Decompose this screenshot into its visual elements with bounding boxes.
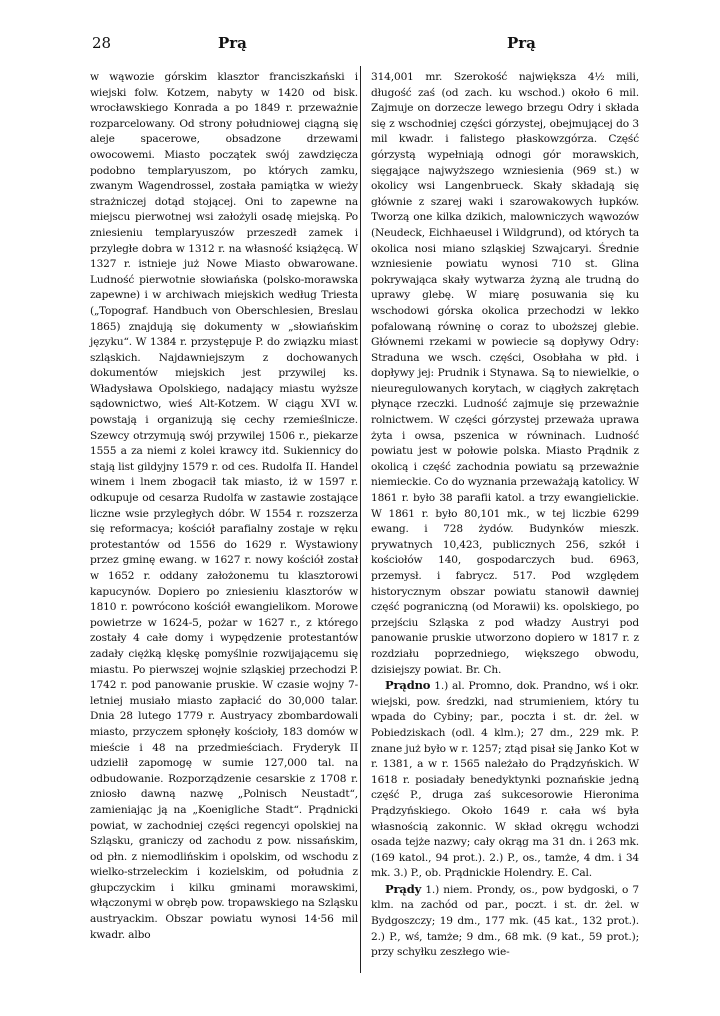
left-column-text: w wąwozie górskim klasztor franciszkański i wiejski folw. Kotzem, nabyty w 1420 od bisk. wrocławskiego Konrada a po 1849 r. przeważnie rozparcelowany. Od strony południowej ciągną się aleje spacerowe, obsadzone drzewami owocowemi. Miasto początek swój zawdzięcza podobno templaryuszom, po których zamku, zwanym Wagendrossel, została pamiątka w wieży strażniczej dotąd stojącej. Oni to zapewne na miejscu pierwotnej wsi założyli osadę miejską. Po zniesieniu templaryuszów przeszedł zamek i przyległe dobra w 1312 r. na własność książęcą. W 1327 r. istnieje już Nowe Miasto obwarowane. Ludność pierwotnie słowiańska (polsko-morawska zapewne) i w archiwach miejskich według Triesta („Topograf. Handbuch von Oberschlesien, Breslau 1865) znajdują się dokumenty w „słowiańskim języku“. W 1384 r. przystępuje P. do związku miast szląskich. Najdawniejszym z dochowanych dokumentów miejskich jest przywilej ks. Władysława Opolskiego, nadający miastu wyższe sądownictwo, wieś Alt-Kotzem. W ciągu XVI w. powstają i organizują się cechy rzemieślnicze. Szewcy otrzymują swój przywilej 1506 r., piekarze 1555 a za niemi z kolei krawcy itd. Sukiennicy do stają list gildyjny 1579 r. od ces. Rudolfa II. Handel winem i lnem zbogacił tak miasto, iż w 1597 r. odkupuje od cesarza Rudolfa w zastawie zostające liczne wsie przyległych dóbr. W 1554 r. rozszerza się reformacya; kościół parafialny zostaje w ręku protestantów od 1556 do 1629 r. Wystawiony przez gminę ewang. w 1627 r. nowy kościół został w 1652 r. oddany założonemu tu klasztorowi kapucynów. Dopiero po zniesieniu klasztorów w 1810 r. powrócono kościół ewangielikom. Morowe powietrze w 1624-5, pożar w 1627 r., z którego zostały 4 całe domy i wypędzenie protestantów zadały ciężką klęskę pomyślnie rozwijającemu się miastu. Po pierwszej wojnie szląskiej przechodzi P. 1742 r. pod panowanie pruskie. W czasie wojny 7-letniej musiało miasto zapłacić do 30,000 talar. Dnia 28 lutego 1779 r. Austryacy zbombardowali miasto, przyczem spłonęły kościoły, 183 domów w mieście i 48 na przedmieściach. Fryderyk II udzielił zapomogę w sumie 127,000 tal. na odbudowanie. Rozporządzenie cesarskie z 1708 r. zniosło dawną nazwę „Polnisch Neustadt“, zamieniając ją na „Koenigliche Stadt“. Prądnicki powiat, w zachodniej części regencyi opolskiej na Szląsku, graniczy od zachodu z pow. nissańskim, od płn. z niemodlińskim i opolskim, od wschodu z wielko-strzeleckim i kozielskim, od południa z głupczyckim i kilku gminami morawskimi, włączonymi w obręb pow. tropawskiego na Szląsku austryackim. Obszar powiatu wynosi 14·56 mil kwadr. albo (90, 71, 358, 941)
entry-prady (371, 882, 639, 961)
running-head-left: Prą (218, 34, 247, 52)
column-divider (360, 66, 361, 973)
running-head-right: Prą (507, 34, 536, 52)
right-column-text: 314,001 mr. Szerokość największa 4½ mili, długość zaś (od zach. ku wschod.) około 6 mil. Zajmuje on dorzecze lewego brzegu Odry i składa się z wschodniej części górzystej, obejmującej do 3 mil kwadr. i falistego płaskowzgórza. Część górzystą wypełniają odnogi gór morawskich, sięgające najwyższego wzniesienia (969 st.) w okolicy wsi Langenbrueck. Skały składają się głównie z szarej waki i szarowakowych łupków. Tworzą one kilka dzikich, malowniczych wąwozów (Neudeck, Eichhaeusel i Wildgrund), od których ta okolica nosi miano szląskiej Szwajcaryi. Średnie wzniesienie powiatu wynosi 710 st. Glina pokrywająca skały wytwarza żyzną ale trudną do uprawy glebę. W miarę posuwania się ku wschodowi górska okolica przechodzi w lekko pofalowaną równinę o coraz to uboższej glebie. Głównemi rzekami w powiecie są dopływy Odry: Straduna we wsch. części, Osobłaha w płd. i dopływy jej: Prudnik i Stynawa. Są to niewielkie, o nieuregulowanych korytach, w ciągłych zakrętach płynące rzeczki. Ludność zajmuje się przeważnie rolnictwem. W części górzystej przeważa uprawa żyta i owsa, pszenica w równinach. Ludność powiatu jest w połowie polska. Miasto Prądnik z okolicą i część zachodnia powiatu są przeważnie niemieckie. Co do wyznania przeważają katolicy. W 1861 r. było 38 parafii katol. a trzy ewangielickie. W 1861 r. było 80,101 mk., w tej liczbie 6299 ewang. i 728 żydów. Budynków mieszk. prywatnych 10,423, publicznych 256, szkół i kościołów 140, gospodarczych bud. 6963, przemysł. i fabrycz. 517. Pod względem historycznym obszar powiatu stanowił dawniej część pograniczną (od Morawii) ks. opolskiego, po przejściu Szląska z pod władzy Austryi pod panowanie pruskie utworzono dopiero w 1817 r. z rozdziału poprzedniego, większego obwodu, dzisiejszy powiat. Br. Ch. (371, 71, 639, 676)
page-number: 28 (92, 34, 112, 52)
entry-prady-text: 1.) niem. Prondy, os., pow bydgoski, o 7 klm. na zachód od par., poczt. i st. dr. żel. w Bydgoszczy; 19 dm., 177 mk. (45 kat., 132 prot.). 2.) P., wś, tamże; 9 dm., 68 mk. (9 kat., 59 prot.); przy schyłku zeszłego wie- (371, 883, 639, 959)
right-column (371, 70, 639, 961)
left-column (90, 70, 358, 943)
entry-pradno-headword: Prądno (385, 678, 431, 693)
entry-pradno (371, 678, 639, 882)
entry-prady-headword: Prądy (385, 881, 422, 896)
entry-pradno-text: 1.) al. Promno, dok. Prandno, wś i okr. wiejski, pow. średzki, nad strumieniem, który tu wpada do Cybiny; par., poczta i st. dr. żel. w Pobiedziskach (odl. 4 klm.); 27 dm., 229 mk. P. znane już było w r. 1257; ztąd pisał się Janko Kot w r. 1381, a w r. 1565 należało do Prądzyńskich. W 1618 r. posiadały benedyktynki poznańskie jedną część P., druga zaś sukcesorowie Hieronima Prądzyńskiego. Około 1649 r. cała wś była własnością zakonnic. W skład okręgu wchodzi osada tejże nazwy; cały okrąg ma 31 dn. i 263 mk. (169 katol., 94 prot.). 2.) P., os., tamże, 4 dm. i 34 mk. 3.) P., ob. Prądnickie Holendry. E. Cal. (371, 680, 639, 880)
